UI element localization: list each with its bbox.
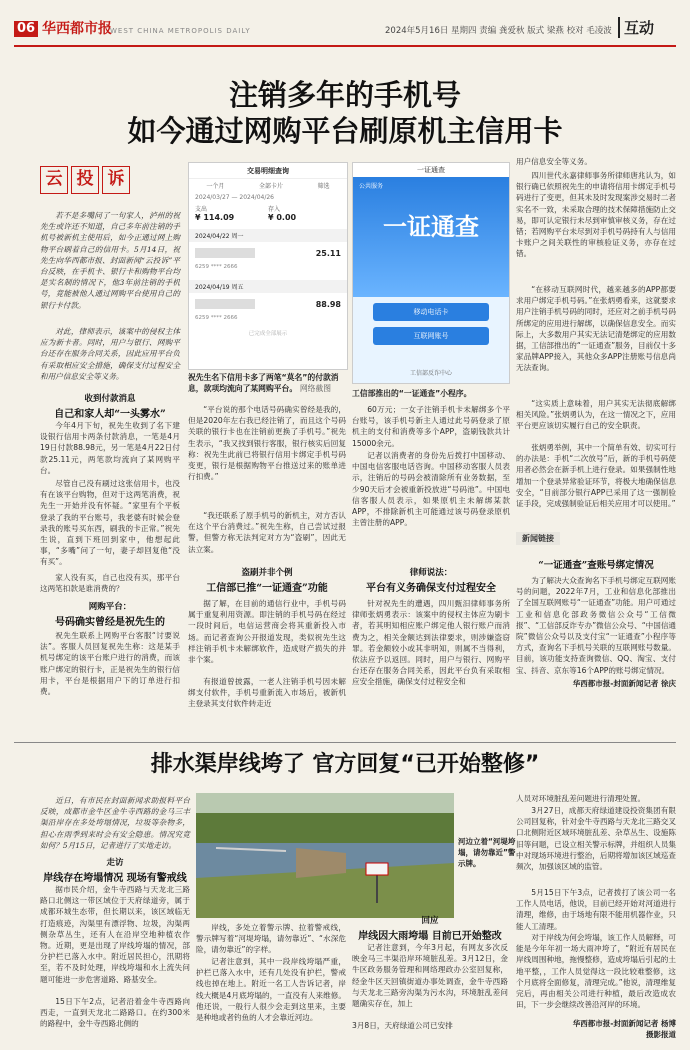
col2-paragraph: 有报道曾披露，一老人注销手机号因未解绑支付软件，手机号重新流入市场后，被新机主登录其支付软件转走近 [188,677,346,709]
mobile-card-button[interactable]: 移动电话卡 [373,303,489,321]
col2-paragraph: “我还联系了原手机号的新机主，对方否认在这个平台消费过。”祝先生称，自己尝试过报警，但警方称无法判定对方为“盗刷”，因此无法立案。 [188,511,346,554]
subhead-big: 号码确实曾经是祝先生的 [55,617,165,628]
article2-lead: 近日，有市民在封面新闻求助报料平台反映，成都市金牛区金牛寺西路的金马三丰渠沿岸存在多处垮塌情况，垃圾等杂物多，担心在雨季到来时会有安全隐患。情况究竟如何？5月15日，记者进行了实地走访。 [40,796,190,850]
caption-1 [188,372,348,394]
caption-credit: 网络截图 [299,384,332,393]
article2-col4-paragraph: 3月27日，成都天府绿道建设投资集团有限公司回复称，针对金牛寺西路与天龙北三路交叉口北侧附近区域环境脏乱差、杂草丛生、设施陈旧等问题，已设立相关警示标牌，并组织人员集中对现场环境进行整治，后期将增加该区域巡查频次，加强该区域的监管。 [516,806,676,872]
tag-char: 投 [71,166,99,194]
subhead-big: 岸线因大雨垮塌 目前已开始整改 [358,931,502,942]
bank-app-screenshot [188,162,348,370]
out-label: 支出 [195,206,208,213]
transaction-date: 2024/04/22 周一 [189,229,347,242]
transaction-amount: 25.11 [315,248,341,258]
transaction-amount: 88.98 [315,299,341,309]
bank-tab: 筛选 [317,183,330,190]
article-divider [14,742,676,743]
col3-paragraph: 记者以消费者的身份先后拨打中国移动、中国电信客服电话咨询。中国移动客服人员表示，注销后的号码会被清除所有业务数据，至少90天后才会被重新投放进“号码池”。中国电信客服人员表示，如果原机主未解绑某款APP，不排除新机主可能通过该号码登录原机主曾注册的APP。 [352,451,510,528]
bank-app-title: 交易明细查询 [189,163,347,179]
byline: 华西都市报-封面新闻记者 徐庆 [572,678,676,688]
article1-headline-line2: 如今通过网购平台刷原机主信用卡 [127,114,563,148]
transaction-row [189,242,347,264]
article2-col4-paragraph: 5月15日下午3点，记者拨打了该公司一名工作人员电话，他说，目前已经开始对河道进行清理，维修，由于场地有限不能用机器作业，只能人工清理。 [516,888,676,931]
tag-char: 云 [40,166,68,194]
col4-paragraph: “在移动互联网时代，越来越多的APP都要求用户绑定手机号码。”在张炳勇看来，这就要求用户注销手机号码的同时，还应对之前手机号码所绑定的应用进行解绑，以确保信息安全。而实际上，大多数用户其实无法记清楚绑定的应用数据，工信部推出的“一证通查”服务，目前仅十多家品牌APP接入，其他众多APP注册账号信息尚无法查询。 [516,285,676,373]
tag-char: 诉 [102,166,130,194]
col1-paragraph: 尽管自己没有刷过这张信用卡，也没有在该平台购物，但对于这两笔消费，祝先生一开始并没有怀疑。“家里有个平板登录了我的平台账号，我老婆有时候会登录我的账号买东西，刷我的卡正常。”祝先生说，直到下班回到家中，他想起此事，“多嘴”问了一句，妻子却回复他“没有买”。 [40,479,180,567]
col1-paragraph: 家人没有买，自己也没有买，那平台这两笔扣款是谁消费的？ [40,573,180,594]
subhead-1 [40,392,180,420]
riverbank-photo [196,793,454,918]
transaction-date: 2024/04/19 周五 [189,280,347,293]
col1-paragraph: 今年4月下旬，祝先生收到了名下建设银行信用卡两条付款消息，一笔是4月19日付款88.98元，另一笔是4月22日付款25.11元，两笔款均流向了某网购平台。 [40,421,180,475]
transaction-row [189,293,347,315]
masthead [0,0,690,50]
article2-col3-paragraph: 记者注意到，今年3月起，有网友多次反映金马三丰渠沿岸环境脏乱差。3月12日，金牛区政务服务管理和网络理政办公室回复称，经金牛区天回镇街道办事处调查，金牛寺西路与天龙北三路旁沟渠为污水沟，环境脏乱差问题确实存在，加上 [352,943,508,1009]
riverbank-photo-illustration [196,793,454,918]
article1-lead-2: 对此，律师表示，该案中的侵权主体应为新卡者。同时，用户与银行、网购平台还存在服务合同关系，因此应用平台负有采取相应安全措施，确保支付过程安全和用户信息安全等义务。 [40,327,180,381]
byline-photo: 摄影报道 [646,1030,676,1039]
out-amount: ¥ 114.09 [195,213,235,222]
redacted-block [195,299,255,309]
big-title: 一证通查 [383,213,479,241]
article2-col1-paragraph: 据市民介绍，金牛寺西路与天龙北三路路口北侧这一带区域位于天府绿道旁，属于成都环城生态带，但长期以来，该区域临无打造痕迹，沟渠里有漂浮物、垃圾，沟渠两侧杂草丛生，还有人在沿岸空地种植农作物。近期，更是出现了岸线垮塌的情况，部分护栏已落入水中。附近居民担心，汛期将至，若不及时处理，岸线垮塌和水上流失问题可能进一步危害道路、路基安全。 [40,885,190,984]
col1-paragraph: 祝先生联系上网购平台客服“讨要说法”。客服人员回复祝先生称：这是某手机号绑定的该平台账户进行的消费，而该账户绑定的银行卡，正是祝先生的银行信用卡，平台是根据用户下的订单进行扣费。 [40,631,180,697]
subhead-big: 岸线存在垮塌情况 现场有警戒线 [43,873,187,884]
article2-col1-paragraph: 15日下午2点，记者沿着金牛寺西路向西走，一直到天龙北二路路口。在约300米的路程中，金牛寺西路北侧的 [40,997,190,1029]
col3-paragraph: 针对祝先生的遭遇，四川甄汨律师事务所律师张炳勇表示：该案中的侵权主体应为刷卡者，若其明知相应账户绑定他人银行账户而消费为之，相关金额达到法律要求，则涉嫌盗窃罪。若金额较小或其非明知，则属不当得利，依法应予以返回。同时，用户与银行、网购平台还存在服务合同关系，因此平台负有采取相应安全措施，确保支付过程安全和 [352,599,510,687]
col4-paragraph: 用户信息安全等义务。 [516,157,592,166]
news-link-box [516,526,676,689]
paper-english-name: WEST CHINA METROPOLIS DAILY [110,27,251,35]
col2-paragraph: 据了解，在目前的通信行业中，手机号码属于重复利用资源。即注销的手机号码在经过一段时间后，电信运营商会将其重新投入市场。而记者查询公开报道发现，类似祝先生这样注销手机卡未解绑软件，造成财产损失的并非个案。 [188,599,346,665]
col4-paragraph: 四川世代永嘉律师事务所律师唐兆认为，如银行确已依照祝先生的申请将信用卡绑定手机号码进行了变更，但其未及时发现案涉交易时二者实名不一致，未采取合理的技术保障措施防止交易，即可认定银行未尽到审慎审核义务，存在过错；若网购平台未尽到对手机号码持有人与信用卡账户之间关联性的审核验证义务，亦存在过错。 [516,171,676,259]
card-number: 6259 **** 2666 [195,315,238,321]
article2-col4-paragraph: 人员对环境脏乱差问题进行清理处置。 [516,794,646,803]
date-range: 2024/03/27 — 2024/04/26 [195,194,274,201]
subhead-3 [188,566,346,594]
subhead-big: 自己和家人却“一头雾水” [54,409,166,420]
subhead-small: 走访 [106,858,124,868]
bank-tab: 全部卡片 [258,183,283,190]
article2-subhead-2 [352,914,508,942]
mini-program-header: 一证通查 [353,163,509,177]
article2-col2-paragraph: 岸线，多处立着警示牌、拉着警戒线，警示牌写着“河堤垮塌，请勿靠近”、“水深危险，请勿靠近”的字样。 [196,923,346,955]
article2-col4-paragraph: 对于岸线为何会垮塌，该工作人员解释，可能是今年年初一场大雨冲垮了，“附近有居民在岸线周围种地，拖慢整修，造成垮塌后引起的土地平整，，工作人员觉得这一段比较难整修，这个月底将全面修复，清理完成。”他说，清理维复完后，再由相关公司进行种植，最后改造成农田，下一步会继续改善沿河岸的环境。 [516,933,676,1010]
photo-caption: 河边立着“河堤垮塌，请勿靠近”警示牌。 [458,837,516,868]
subhead-big: 平台有义务确保支付过程安全 [366,583,496,594]
section-title: 互动 [618,17,654,38]
card-number: 6259 **** 2666 [195,264,238,270]
masthead-rule [14,45,676,47]
internet-account-button[interactable]: 互联网账号 [373,327,489,345]
service-label: 公共服务 [359,183,384,190]
col4-paragraph: 张炳勇举例，其中一个简单有效、切实可行的办法是：手机“二次放号”后，新的手机号码使用者必然会在新手机上进行登录。如果强制性地增加一个登录异常验证环节，将极大地确保信息安全，“目前部分银行APP已采用了这一强制验证手段，完成强制验证后相关应用才可以使用。” [516,443,676,509]
news-link-label: 新闻链接 [516,532,560,545]
subhead-small: 律师说法： [409,568,453,578]
mini-program-screenshot [352,162,510,384]
subhead-4 [352,566,510,594]
subhead-small: 盗刷并非个例 [241,568,293,578]
caption-2: 工信部推出的“一证通查”小程序。 [352,389,472,398]
subhead-small: 收到付款消息 [84,394,136,404]
cloud-complaint-tag [40,166,140,196]
article2-byline [516,1018,676,1040]
news-link-title: “一证通查”查账号绑定情况 [538,560,654,571]
list-footer: 已完成全部展示 [248,331,288,337]
redacted-block [195,248,255,258]
subhead-small: 回应 [421,916,439,926]
bank-tab: 一个月 [206,183,225,190]
subhead-2 [40,600,180,628]
col4-paragraph: “这实质上意味着，用户其实无法彻底解绑相关风险。”张炳勇认为，在这一情况之下，应用平台更应该切实履行自己的安全职责。 [516,399,676,431]
dateline: 2024年5月16日 星期四 责编 龚爱秋 版式 梁燕 校对 毛凌波 [385,26,612,36]
subhead-small: 网购平台： [88,602,132,612]
caption-text: 祝先生名下信用卡多了两笔“莫名”的付款消息，款项均流向了某网购平台。 [188,373,339,393]
article1-lead: 若不是多嘴问了一句家人，泸州的祝先生或许还不知道，自己多年前注销的手机号被新机主使用后，如今正通过网上购物平台刷着自己的信用卡。5月14日，祝先生向华西都市报、封面新闻“云投诉”平台反映，在手机卡、银行卡和购物平台均是实名制的情况下，他3年前注销的手机号，竟能被他人通过网购平台使用自己的银行卡付款。 [40,211,180,310]
article2-col3-paragraph: 3月8日，天府绿道公司已安排 [352,1021,453,1030]
in-label: 存入 [268,206,281,213]
article2-subhead-1 [40,856,190,884]
news-link-body: 为了解决大众查询名下手机号绑定互联网账号的问题，2022年7月，工业和信息化部推出了全国互联网账号“一证通查”功能。用户可通过工业和信息化部政务微信公众号“工信微报”、“工信部反诈专办”微信公众号、“中国信通院”微信公众号以及支付宝“一证通查”小程序等方式，查询名下手机号关联的互联网账号数量。目前，该功能支持查询微信、QQ、淘宝、支付宝、抖音、京东等16个APP的账号绑定情况。 [516,576,677,675]
article2-headline: 排水渠岸线垮了 官方回复“已开始整修” [150,752,540,777]
byline: 华西都市报-封面新闻记者 杨博 [572,1019,676,1028]
mini-program-footer: 工信部反诈中心 [409,370,452,377]
page-number: 06 [14,21,38,37]
subhead-big: 工信部已推“一证通查”功能 [206,583,328,594]
paper-name: 华西都市报 [42,21,112,37]
col3-paragraph: 60万元；一女子注销手机卡未解绑多个平台账号，该手机号新主人通过此号码登录了原机主的支付和消费等多个APP，盗刷钱款共计15000余元。 [352,405,510,448]
col2-paragraph: “平台说的那个电话号码确实曾经是我的，但是2020年左右我已经注销了，而且这个号码关联的银行卡也在注销前更换了手机号。”祝先生表示，“我又找到银行客服，银行核实后回复称：祝先生此前已将银行信用卡绑定手机号码变更，银行是根据购物平台推送过来的账单进行扣费。” [188,405,346,482]
article1-headline-line1: 注销多年的手机号 [228,78,461,112]
article2-col2-paragraph: 记者注意到，其中一段岸线垮塌严重，护栏已落入水中，还有几处没有护栏，警戒线也掉在地上。附近一名工人告诉记者，岸线大概是4月底垮塌的，一直没有人来维修。他还说，一般行人很少会走到这里来，主要是种地或者钓鱼的人才会靠近河边。 [196,957,346,1023]
in-amount: ¥ 0.00 [268,213,297,222]
